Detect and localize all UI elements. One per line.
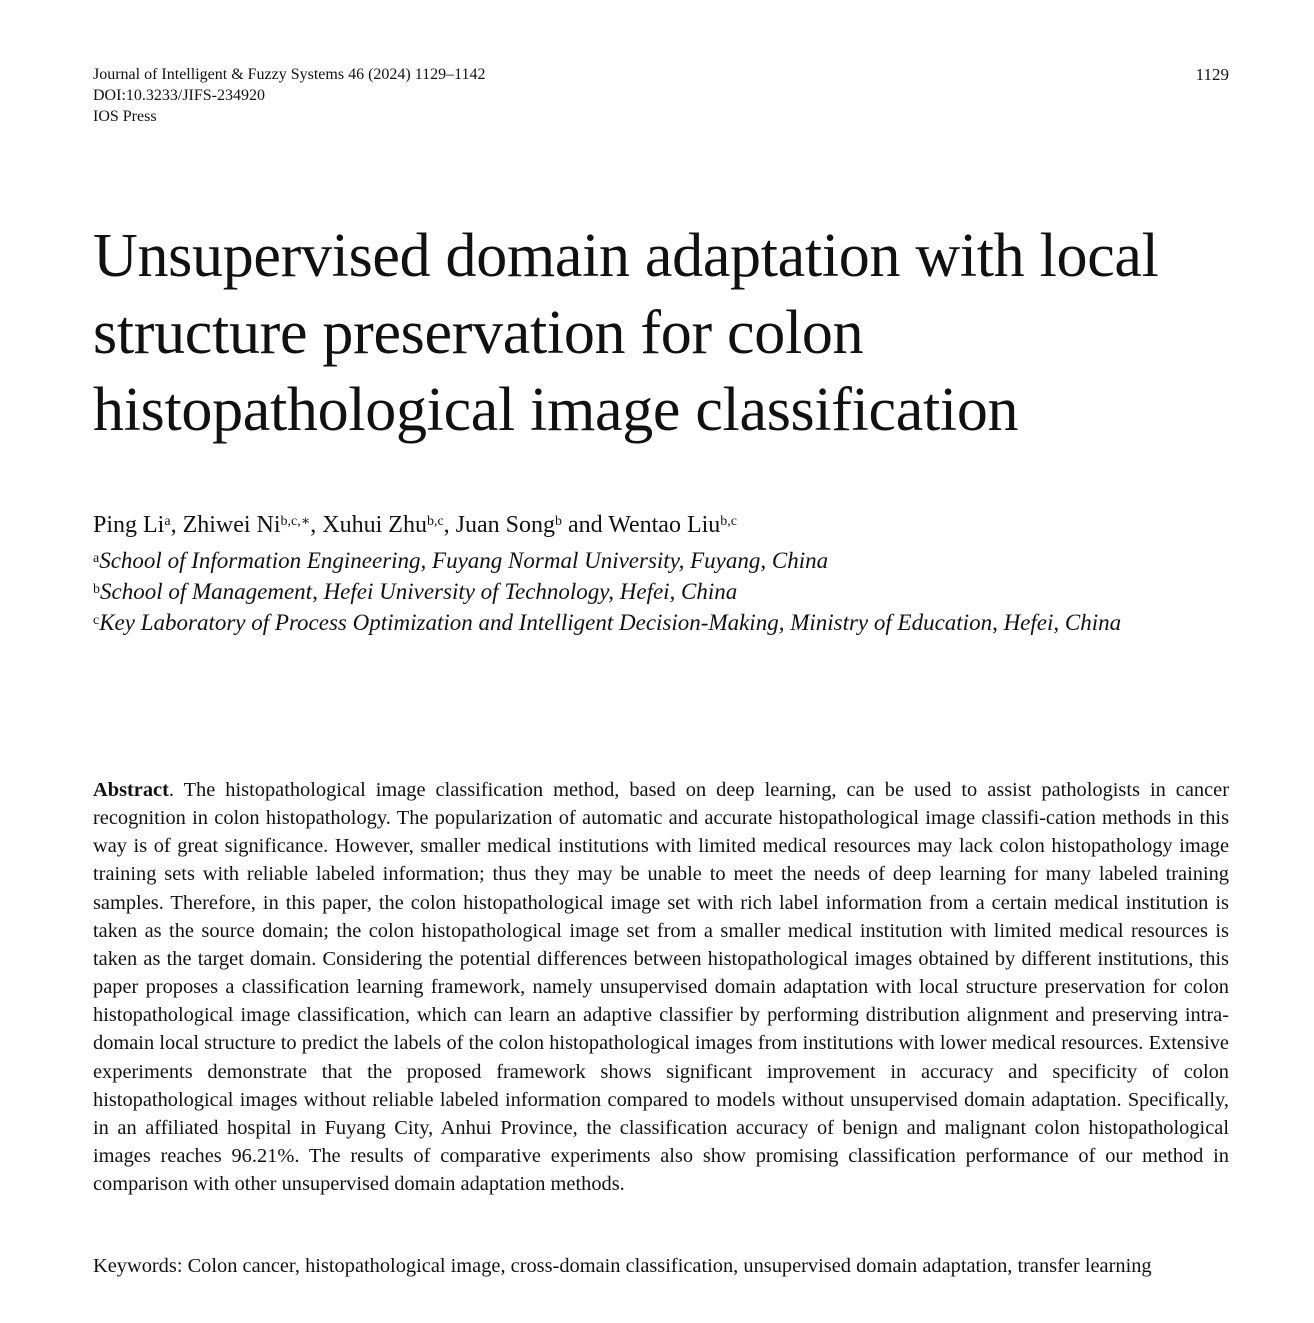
affiliation-text: Key Laboratory of Process Optimization and Intelligent Decision-Making, Ministry of Education, Hefei, China bbox=[99, 610, 1122, 635]
author bbox=[93, 512, 183, 538]
author-name: Wentao Liu bbox=[608, 512, 721, 538]
abstract-label: Abstract bbox=[93, 779, 169, 801]
affiliation bbox=[93, 576, 1121, 607]
affiliation-mark: a bbox=[93, 551, 100, 566]
paper-title bbox=[93, 218, 1253, 449]
author-affiliation-mark: b,c bbox=[426, 514, 444, 529]
affiliation-list bbox=[93, 545, 1121, 638]
title-line-1: Unsupervised domain adaptation with local bbox=[93, 222, 1159, 290]
author-affiliation-mark: a bbox=[164, 514, 171, 529]
affiliation-mark: b bbox=[93, 582, 100, 597]
author-name: Juan Song bbox=[455, 512, 556, 538]
publisher: IOS Press bbox=[93, 108, 157, 125]
abstract bbox=[93, 776, 1229, 1198]
affiliation bbox=[93, 607, 1121, 638]
author-separator: and bbox=[562, 512, 609, 538]
keywords: Keywords: Colon cancer, histopathological image, cross-domain classification, unsupervised domain adaptation, transfer learning bbox=[93, 1255, 1152, 1277]
title-line-3: histopathological image classification bbox=[93, 376, 1019, 444]
author bbox=[608, 512, 737, 538]
author-name: Ping Li bbox=[93, 512, 165, 538]
author bbox=[183, 512, 323, 538]
affiliation bbox=[93, 545, 1121, 576]
author-name: Zhiwei Ni bbox=[182, 512, 281, 538]
affiliation-mark: c bbox=[93, 613, 100, 628]
page-number: 1129 bbox=[1195, 65, 1229, 84]
running-header bbox=[93, 64, 1229, 127]
affiliation-text: School of Management, Hefei University of Technology, Hefei, China bbox=[100, 579, 738, 604]
affiliation-text: School of Information Engineering, Fuyang Normal University, Fuyang, China bbox=[99, 548, 829, 573]
author-separator: , bbox=[310, 512, 323, 538]
author-affiliation-mark: b,c bbox=[720, 514, 737, 529]
author-separator: , bbox=[443, 512, 456, 538]
author-separator: , bbox=[170, 512, 183, 538]
author-list bbox=[93, 510, 737, 540]
author-affiliation-mark: b,c,∗ bbox=[280, 514, 311, 529]
title-line-2: structure preservation for colon bbox=[93, 299, 864, 367]
author bbox=[322, 512, 455, 538]
author-name: Xuhui Zhu bbox=[322, 512, 427, 538]
abstract-text: . The histopathological image classification method, based on deep learning, can be used to assist pathologists in cancer recognition in colon histopathology. The popularization of automatic and accurate histopathological image classifi-cation methods in this way is of great significance. However, smaller medical institutions with limited medical resources may lack colon histopathology image training sets with reliable labeled information; thus they may be unable to meet the needs of deep learning for many labeled training samples. Therefore, in this paper, the colon histopathological image set with rich label information from a certain medical institution is taken as the source domain; the colon histopathological image set from a smaller medical institution with limited medical resources is taken as the target domain. Considering the potential differences between histopathological images obtained by different institutions, this paper proposes a classification learning framework, namely unsupervised domain adaptation with local structure preservation for colon histopathological image classification, which can learn an adaptive classifier by performing distribution alignment and preserving intra-domain local structure to predict the labels of the colon histopathological images from institutions with lower medical resources. Extensive experiments demonstrate that the proposed framework shows significant improvement in accuracy and specificity of colon histopathological images without reliable labeled information compared to models without unsupervised domain adaptation. Specifically, in an affiliated hospital in Fuyang City, Anhui Province, the classification accuracy of benign and malignant colon histopathological images reaches 96.21%. The results of comparative experiments also show promising classification performance of our method in comparison with other unsupervised domain adaptation methods. bbox=[93, 779, 1229, 1196]
journal-citation: Journal of Intelligent & Fuzzy Systems 46 (2024) 1129–1142 bbox=[93, 66, 486, 83]
author bbox=[456, 512, 609, 538]
doi: DOI:10.3233/JIFS-234920 bbox=[93, 87, 266, 104]
author-affiliation-mark: b bbox=[555, 514, 563, 529]
